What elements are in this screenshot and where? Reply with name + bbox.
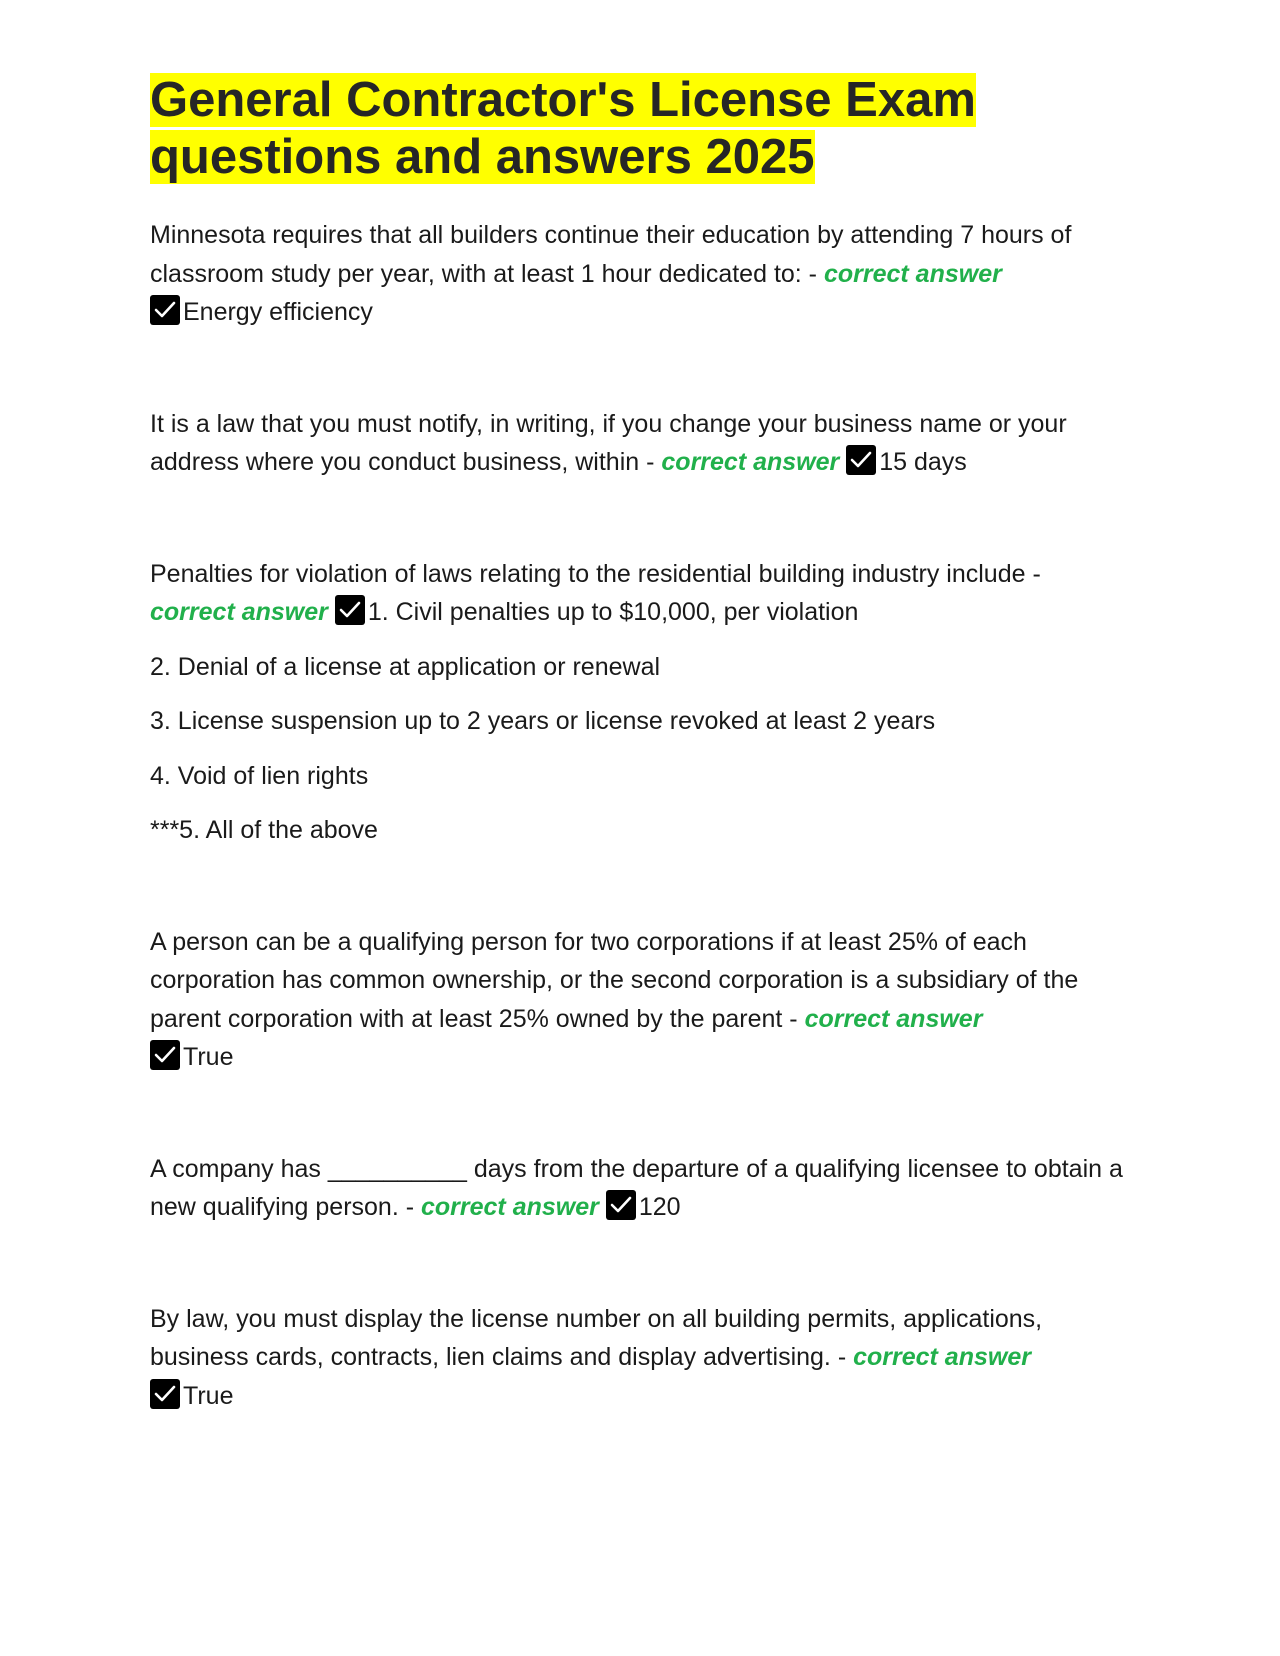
question-item bbox=[150, 405, 1140, 482]
document-page bbox=[150, 72, 1140, 1415]
answer-text: Energy efficiency bbox=[183, 298, 373, 326]
title-line-2: questions and answers 2025 bbox=[150, 130, 815, 184]
answer-text: 15 days bbox=[879, 448, 967, 476]
check-mark-icon bbox=[846, 445, 876, 475]
correct-answer-label: correct answer bbox=[823, 259, 1002, 288]
question-item bbox=[150, 216, 1140, 332]
check-mark-icon bbox=[150, 1379, 180, 1409]
answer-list-item: ***5. All of the above bbox=[150, 816, 378, 844]
correct-answer-label: correct answer bbox=[420, 1193, 599, 1221]
page-title bbox=[150, 72, 1140, 186]
question-item bbox=[150, 1300, 1140, 1416]
question-text: A company has __________ days from the departure of a qualifying licensee to obtain a new qualifying person. - bbox=[150, 1154, 1123, 1221]
question-text: It is a law that you must notify, in writing, if you change your business name or your address where you conduct business, within - bbox=[150, 409, 1067, 476]
check-mark-icon bbox=[150, 295, 180, 325]
correct-answer-label: correct answer bbox=[661, 448, 840, 476]
question-item bbox=[150, 923, 1140, 1077]
correct-answer-label: correct answer bbox=[853, 1343, 1031, 1371]
question-text: Minnesota requires that all builders continue their education by attending 7 hours of classroom study per year, with at least 1 hour dedicated to: - bbox=[150, 221, 1072, 288]
question-text: By law, you must display the license number on all building permits, applications, business cards, contracts, lien claims and display advertising. - bbox=[150, 1304, 1043, 1371]
correct-answer-label: correct answer bbox=[804, 1004, 983, 1033]
title-line-1: General Contractor's License Exam bbox=[150, 73, 976, 127]
check-mark-icon bbox=[335, 595, 365, 625]
question-item bbox=[150, 1150, 1140, 1227]
correct-answer-label: correct answer bbox=[150, 598, 328, 626]
question-text: A person can be a qualifying person for two corporations if at least 25% of each corporation has common ownership, or the second corporation is a subsidiary of the parent corporation with at least 25% owned by the parent - bbox=[150, 927, 1079, 1033]
answer-text: True bbox=[183, 1043, 234, 1071]
question-text: Penalties for violation of laws relating to the residential building industry include - bbox=[150, 559, 1041, 588]
question-item bbox=[150, 555, 1140, 632]
answer-text: 120 bbox=[638, 1193, 681, 1221]
answer-text: 1. Civil penalties up to $10,000, per violation bbox=[367, 598, 859, 626]
answer-list-item: 4. Void of lien rights bbox=[150, 761, 369, 790]
check-mark-icon bbox=[150, 1040, 180, 1070]
answer-list-item: 3. License suspension up to 2 years or license revoked at least 2 years bbox=[150, 707, 936, 735]
answer-list-item: 2. Denial of a license at application or renewal bbox=[150, 652, 661, 681]
check-mark-icon bbox=[606, 1190, 636, 1220]
answer-text: True bbox=[183, 1381, 234, 1410]
